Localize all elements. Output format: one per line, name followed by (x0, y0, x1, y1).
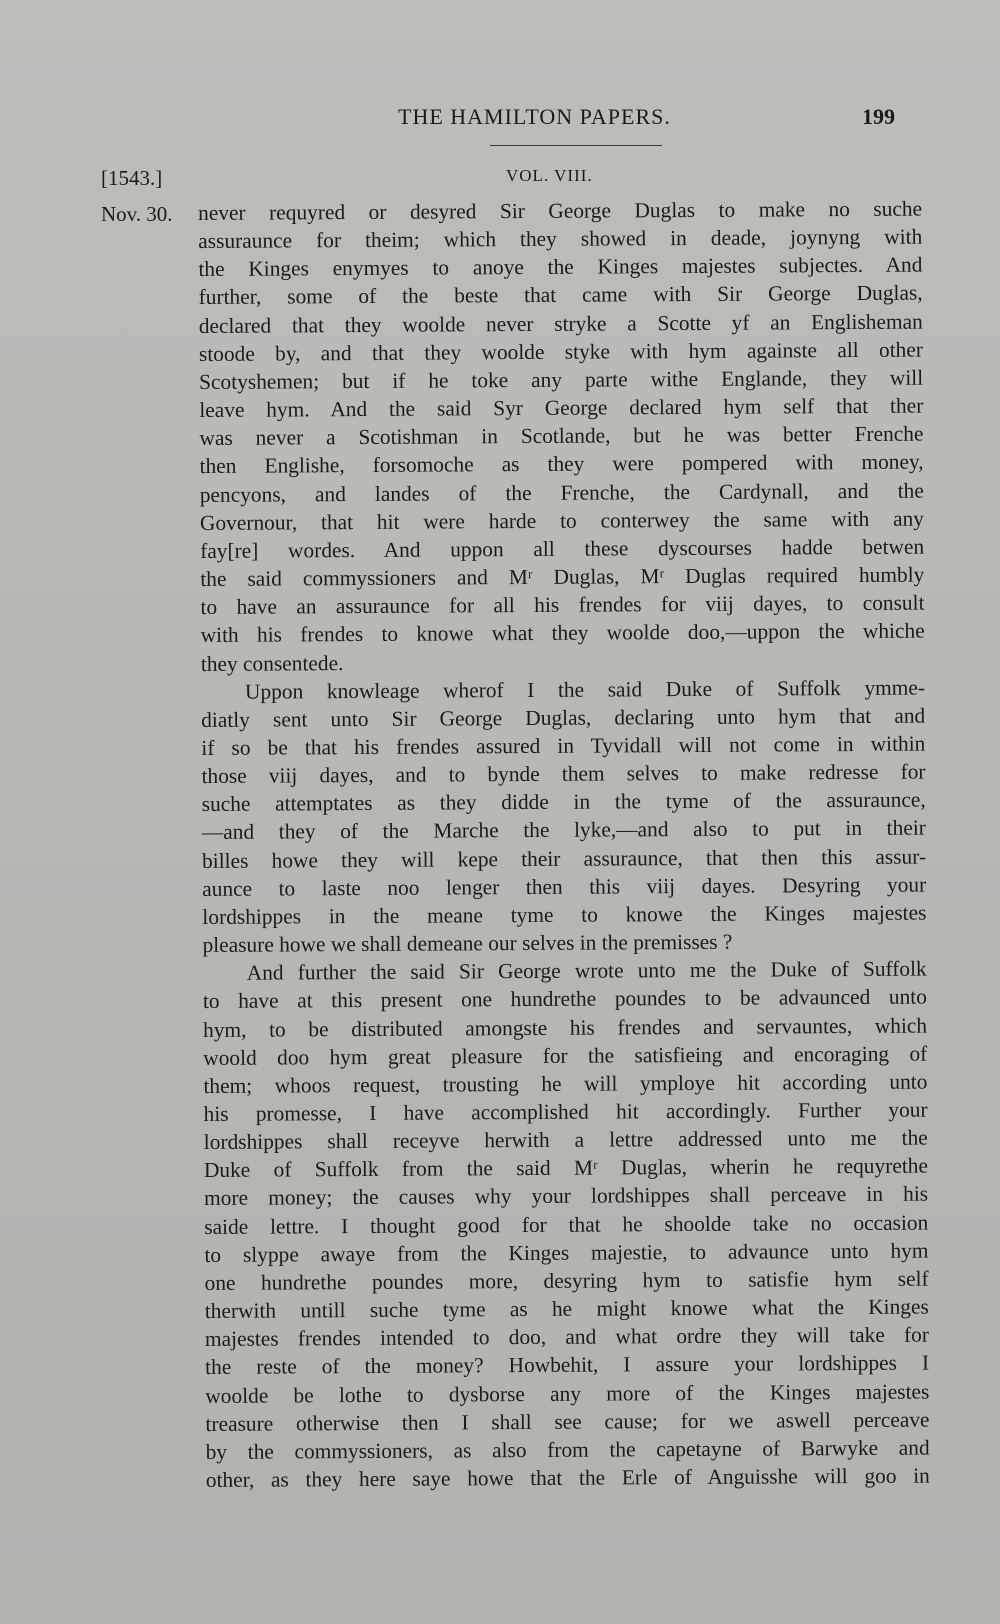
text-line: woold doo hym great pleasure for the satisfieing and encoraging of (203, 1041, 928, 1070)
text-line: they consentede. (200, 650, 344, 676)
paragraph (201, 673, 927, 959)
text-line: stoode by, and that they woolde styke with hym againste all other (198, 337, 924, 366)
text-line: aunce to laste noo lenger then this viij dayes. Desyring your (202, 872, 927, 901)
text-line: the reste of the money? Howbehit, I assure your lordshippes I (205, 1350, 930, 1380)
paragraph (198, 195, 925, 678)
text-line: woolde be lothe to dysborse any more of the Kinges majestes (205, 1379, 930, 1408)
text-line: his promesse, I have accomplished hit accordingly. Further your (203, 1097, 928, 1126)
text-line: hym, to be distributed amongste his frendes and servauntes, which (203, 1013, 928, 1042)
text-line: to slyppe awaye from the Kinges majestie, to advaunce unto hym (204, 1238, 929, 1267)
text-line: assuraunce for theim; which they showed in deade, joynyng with (198, 224, 923, 254)
text-line: to have at this present one hundrethe poundes to be advaunced unto (202, 984, 927, 1014)
running-title: THE HAMILTON PAPERS. (398, 104, 671, 129)
text-line: fay[re] wordes. And uppon all these dyscourses hadde betwen (200, 534, 925, 563)
text-line: suche attemptates as they didde in the tyme of the assuraunce, (201, 787, 926, 817)
running-head (0, 104, 1000, 144)
text-line: then Englishe, forsomoche as they were pompered with money, (199, 449, 924, 479)
paragraph (203, 955, 930, 1494)
body-text (198, 195, 930, 1495)
text-line: Scotyshemen; but if he toke any parte withe Englande, they will (199, 365, 924, 394)
text-line: declared that they woolde never stryke a Scotte yf an Englisheman (198, 309, 923, 338)
text-line: further, some of the beste that came with Sir George Duglas, (198, 281, 923, 310)
text-line: those viij dayes, and to bynde them selves to make redresse for (201, 759, 926, 789)
text-line: to have an assuraunce for all his frendes for viij dayes, to consult (200, 590, 925, 620)
text-line: Governour, that hit were harde to conterwey the same with any (199, 506, 925, 535)
text-line: with his frendes to knowe what they woolde doo,—uppon the whiche (200, 618, 925, 648)
volume-label: VOL. VIII. (506, 166, 593, 185)
page-number: 199 (862, 104, 895, 129)
text-line: never requyred or desyred Sir George Duglas to make no suche (198, 196, 923, 225)
text-line: one hundrethe poundes more, desyring hym to satisfie hym self (204, 1266, 929, 1295)
text-line: pencyons, and landes of the Frenche, the Cardynall, and the (199, 478, 924, 507)
text-line: treasure otherwise then I shall see cause; for we aswell perceave (205, 1407, 930, 1436)
text-line: Uppon knowleage wherof I the said Duke of Suffolk ymme- (244, 675, 926, 704)
text-line: lordshippes shall receyve herwith a lettre addressed unto me the (203, 1125, 928, 1155)
text-line: leave hym. And the said Syr George declared hym self that ther (199, 393, 924, 423)
text-line: them; whoos request, trousting he will ymploye hit according unto (203, 1069, 928, 1098)
header-rule (490, 145, 662, 146)
text-line: Duke of Suffolk from the said Mʳ Duglas, wherin he requyrethe (203, 1153, 928, 1183)
text-line: if so be that his frendes assured in Tyvidall will not come in within (201, 731, 926, 760)
text-line: billes howe they will kepe their assuraunce, that then this assur- (201, 844, 927, 873)
text-line: more money; the causes why your lordshippes shall perceave in his (204, 1182, 929, 1211)
text-line: other, as they here saye howe that the Erle of Anguisshe will goo in (205, 1463, 930, 1493)
text-line: the Kinges enymyes to anoye the Kinges majestes subjectes. And (198, 252, 923, 282)
text-line: was never a Scotishman in Scotlande, but he was better Frenche (199, 421, 924, 451)
text-line: And further the said Sir George wrote unto me the Duke of Suffolk (246, 956, 927, 985)
text-line: pleasure howe we shall demeane our selves in the premisses ? (202, 929, 733, 958)
text-line: saide lettre. I thought good for that he shoolde take no occasion (204, 1210, 929, 1239)
text-line: by the commyssioners, as also from the capetayne of Barwyke and (205, 1435, 930, 1464)
text-line: diatly sent unto Sir George Duglas, declaring unto hym that and (201, 703, 926, 732)
text-line: the said commyssioners and Mʳ Duglas, Mʳ Duglas required humbly (200, 562, 925, 592)
margin-date: Nov. 30. (101, 202, 173, 226)
text-line: —and they of the Marche the lyke,—and also to put in their (201, 816, 926, 845)
text-line: lordshippes in the meane tyme to knowe the Kinges majestes (202, 900, 927, 929)
text-line: majestes frendes intended to doo, and what ordre they will take for (204, 1322, 930, 1352)
text-line: therwith untill suche tyme as he might knowe what the Kinges (204, 1294, 929, 1324)
year-marker: [1543.] (101, 166, 163, 190)
